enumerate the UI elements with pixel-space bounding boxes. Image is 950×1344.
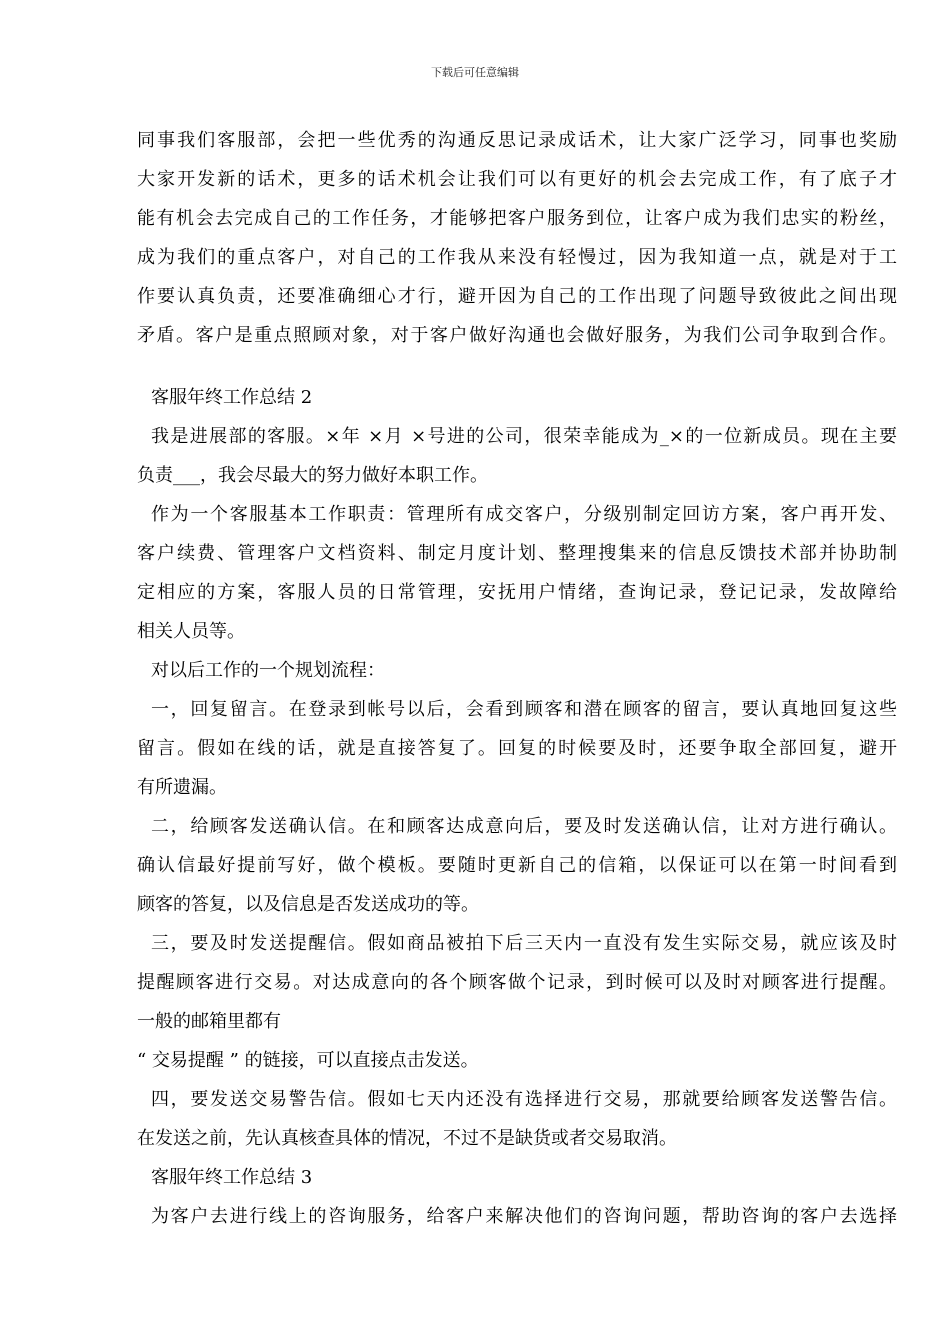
text-line: 一般的邮箱里都有 xyxy=(137,1011,281,1032)
text-line: 四，要发送交易警告信。假如七天内还没有选择进行交易，那就要给顾客发送警告信。 xyxy=(151,1089,897,1110)
text-line: 二，给顾客发送确认信。在和顾客达成意向后，要及时发送确认信，让对方进行确认。 xyxy=(151,816,897,837)
text-line: 相关人员等。 xyxy=(137,621,245,642)
text-line: 三，要及时发送提醒信。假如商品被拍下后三天内一直没有发生实际交易，就应该及时 xyxy=(151,933,897,954)
text-line: 在发送之前，先认真核查具体的情况，不过不是缺货或者交易取消。 xyxy=(137,1128,677,1149)
document-body xyxy=(137,121,897,1236)
page-header: 下载后可任意编辑 xyxy=(431,66,519,79)
text-line: 留言。假如在线的话，就是直接答复了。回复的时候要及时，还要争取全部回复，避开 xyxy=(137,738,897,759)
text-line: 作为一个客服基本工作职责：管理所有成交客户，分级别制定回访方案，客户再开发、 xyxy=(151,504,897,525)
text-line: 负责___，我会尽最大的努力做好本职工作。 xyxy=(137,465,488,486)
text-line: 我是进展部的客服。×年 ×月 ×号进的公司，很荣幸能成为_×的一位新成员。现在主要 xyxy=(151,426,897,447)
text-line: 客服年终工作总结 3 xyxy=(151,1167,313,1188)
text-line: 作要认真负责，还要准确细心才行，避开因为自己的工作出现了问题导致彼此之间出现 xyxy=(137,286,897,307)
text-line: 矛盾。客户是重点照顾对象，对于客户做好沟通也会做好服务，为我们公司争取到合作。 xyxy=(137,325,897,346)
text-line: 成为我们的重点客户，对自己的工作我从来没有轻慢过，因为我知道一点，就是对于工 xyxy=(137,247,897,268)
text-line: 提醒顾客进行交易。对达成意向的各个顾客做个记录，到时候可以及时对顾客进行提醒。 xyxy=(137,972,897,993)
text-line: 同事我们客服部，会把一些优秀的沟通反思记录成话术，让大家广泛学习，同事也奖励 xyxy=(137,130,897,151)
text-line: 能有机会去完成自己的工作任务，才能够把客户服务到位，让客户成为我们忠实的粉丝， xyxy=(137,208,897,229)
text-line: 有所遗漏。 xyxy=(137,777,227,798)
paragraph-gap xyxy=(137,355,897,378)
text-line: 确认信最好提前写好，做个模板。要随时更新自己的信箱，以保证可以在第一时间看到 xyxy=(137,855,897,876)
text-line: 定相应的方案，客服人员的日常管理，安抚用户情绪，查询记录，登记记录，发故障给 xyxy=(137,582,897,603)
text-line: 大家开发新的话术，更多的话术机会让我们可以有更好的机会去完成工作，有了底子才 xyxy=(137,169,897,190)
text-line: 顾客的答复，以及信息是否发送成功的等。 xyxy=(137,894,479,915)
text-line: 客服年终工作总结 2 xyxy=(151,387,313,408)
text-line: 客户续费、管理客户文档资料、制定月度计划、整理搜集来的信息反馈技术部并协助制 xyxy=(137,543,897,564)
text-line: 为客户去进行线上的咨询服务，给客户来解决他们的咨询问题，帮助咨询的客户去选择 xyxy=(151,1206,897,1227)
text-line: 对以后工作的一个规划流程： xyxy=(151,660,385,681)
text-line: 一，回复留言。在登录到帐号以后，会看到顾客和潜在顾客的留言，要认真地回复这些 xyxy=(151,699,897,720)
text-line: “ 交易提醒 ” 的链接，可以直接点击发送。 xyxy=(137,1050,479,1071)
